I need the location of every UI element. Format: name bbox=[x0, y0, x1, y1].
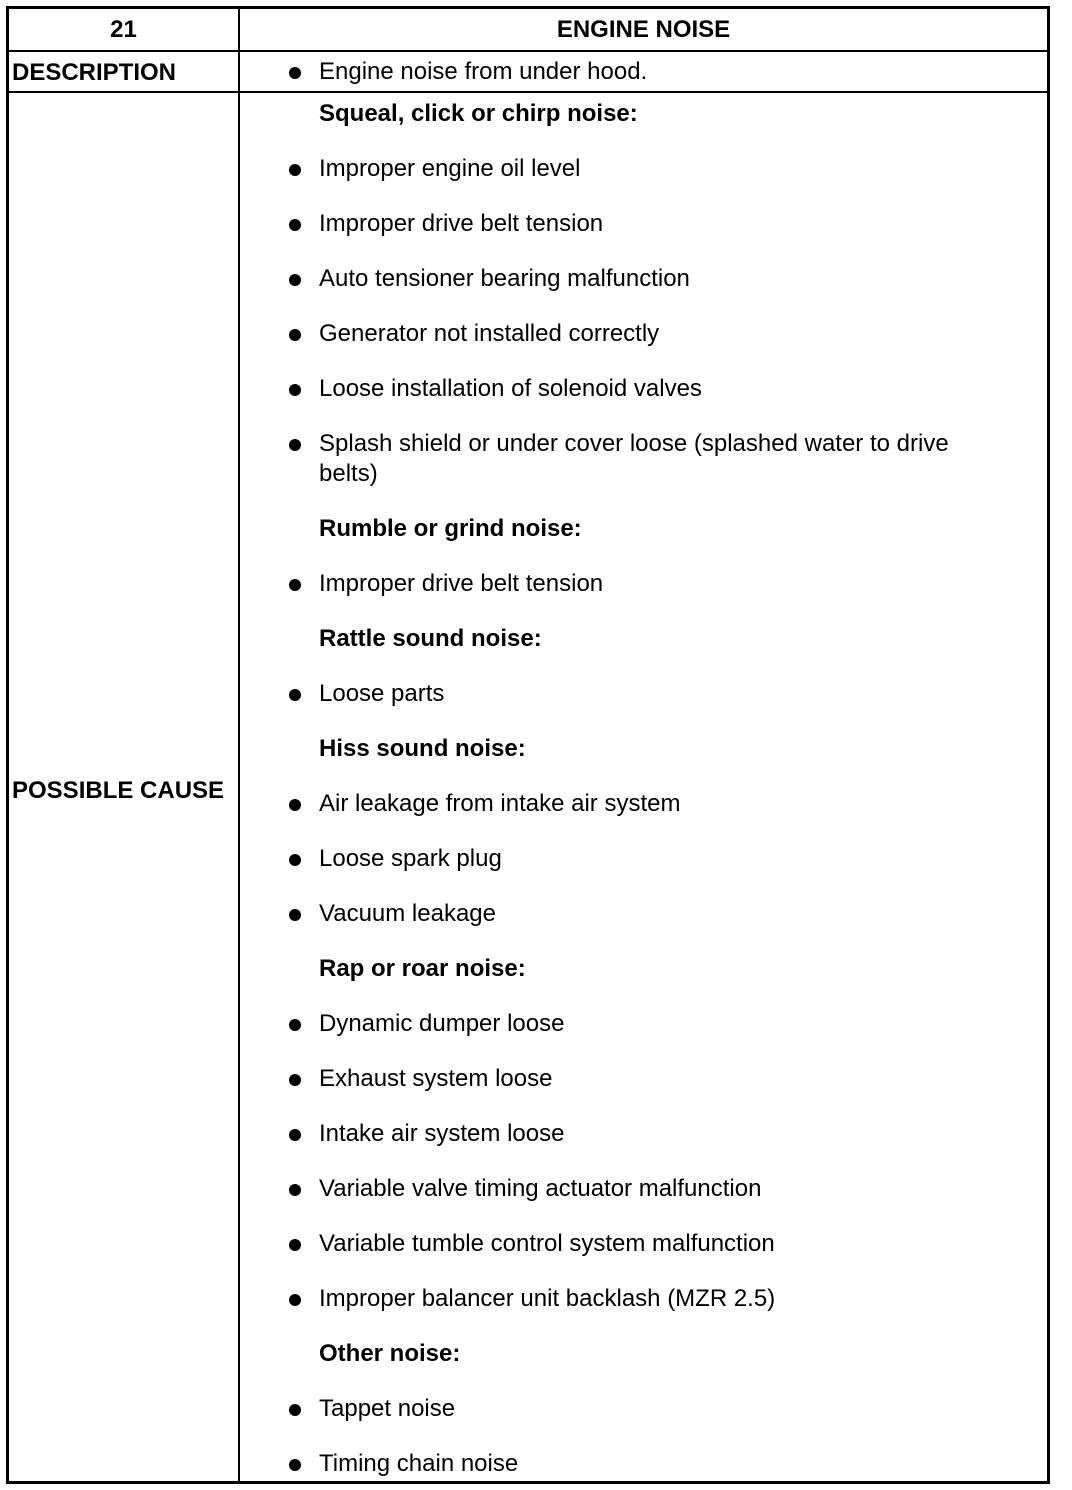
bullet-icon bbox=[289, 689, 301, 701]
column-divider bbox=[238, 9, 240, 1481]
bullet-icon bbox=[289, 329, 301, 341]
cause-item: Splash shield or under cover loose (splashed water to drive bbox=[319, 430, 949, 457]
bullet-icon bbox=[289, 579, 301, 591]
cause-item: Improper balancer unit backlash (MZR 2.5) bbox=[319, 1285, 776, 1312]
cause-item: Variable valve timing actuator malfunction bbox=[319, 1175, 762, 1202]
cause-item: Intake air system loose bbox=[319, 1120, 565, 1147]
bullet-icon bbox=[289, 67, 301, 79]
cause-category-heading: Hiss sound noise: bbox=[319, 735, 526, 762]
bullet-icon bbox=[289, 854, 301, 866]
bullet-icon bbox=[289, 1459, 301, 1471]
bullet-icon bbox=[289, 1019, 301, 1031]
cause-item: Variable tumble control system malfunction bbox=[319, 1230, 775, 1257]
cause-item: Vacuum leakage bbox=[319, 900, 496, 927]
bullet-icon bbox=[289, 1074, 301, 1086]
cause-category-heading: Rattle sound noise: bbox=[319, 625, 542, 652]
bullet-icon bbox=[289, 439, 301, 451]
cause-item: Exhaust system loose bbox=[319, 1065, 553, 1092]
cause-item: Auto tensioner bearing malfunction bbox=[319, 265, 690, 292]
cause-category-heading: Other noise: bbox=[319, 1340, 461, 1367]
cause-item: Loose spark plug bbox=[319, 845, 502, 872]
row-divider-header bbox=[9, 50, 1047, 52]
description-item: Engine noise from under hood. bbox=[319, 58, 648, 85]
bullet-icon bbox=[289, 1239, 301, 1251]
cause-category-heading: Rumble or grind noise: bbox=[319, 515, 582, 542]
cause-item: Dynamic dumper loose bbox=[319, 1010, 565, 1037]
table-title: ENGINE NOISE bbox=[556, 15, 731, 43]
cause-item: Improper drive belt tension bbox=[319, 210, 604, 237]
bullet-icon bbox=[289, 1294, 301, 1306]
cause-item-continuation: belts) bbox=[319, 460, 378, 487]
cause-category-heading: Squeal, click or chirp noise: bbox=[319, 100, 638, 127]
bullet-icon bbox=[289, 219, 301, 231]
bullet-icon bbox=[289, 1129, 301, 1141]
cause-item: Timing chain noise bbox=[319, 1450, 519, 1477]
cause-category-heading: Rap or roar noise: bbox=[319, 955, 526, 982]
cause-item: Improper drive belt tension bbox=[319, 570, 604, 597]
bullet-icon bbox=[289, 164, 301, 176]
bullet-icon bbox=[289, 1184, 301, 1196]
step-number: 21 bbox=[110, 15, 137, 43]
cause-item: Tappet noise bbox=[319, 1395, 456, 1422]
bullet-icon bbox=[289, 799, 301, 811]
bullet-icon bbox=[289, 274, 301, 286]
cause-item: Loose installation of solenoid valves bbox=[319, 375, 702, 402]
bullet-icon bbox=[289, 909, 301, 921]
troubleshooting-table bbox=[6, 6, 1050, 1484]
bullet-icon bbox=[289, 384, 301, 396]
cause-item: Air leakage from intake air system bbox=[319, 790, 681, 817]
description-label: DESCRIPTION bbox=[12, 59, 177, 86]
possible-cause-label: POSSIBLE CAUSE bbox=[12, 777, 225, 804]
cause-item: Improper engine oil level bbox=[319, 155, 581, 182]
cause-item: Generator not installed correctly bbox=[319, 320, 660, 347]
row-divider-description bbox=[9, 91, 1047, 93]
cause-item: Loose parts bbox=[319, 680, 445, 707]
bullet-icon bbox=[289, 1404, 301, 1416]
